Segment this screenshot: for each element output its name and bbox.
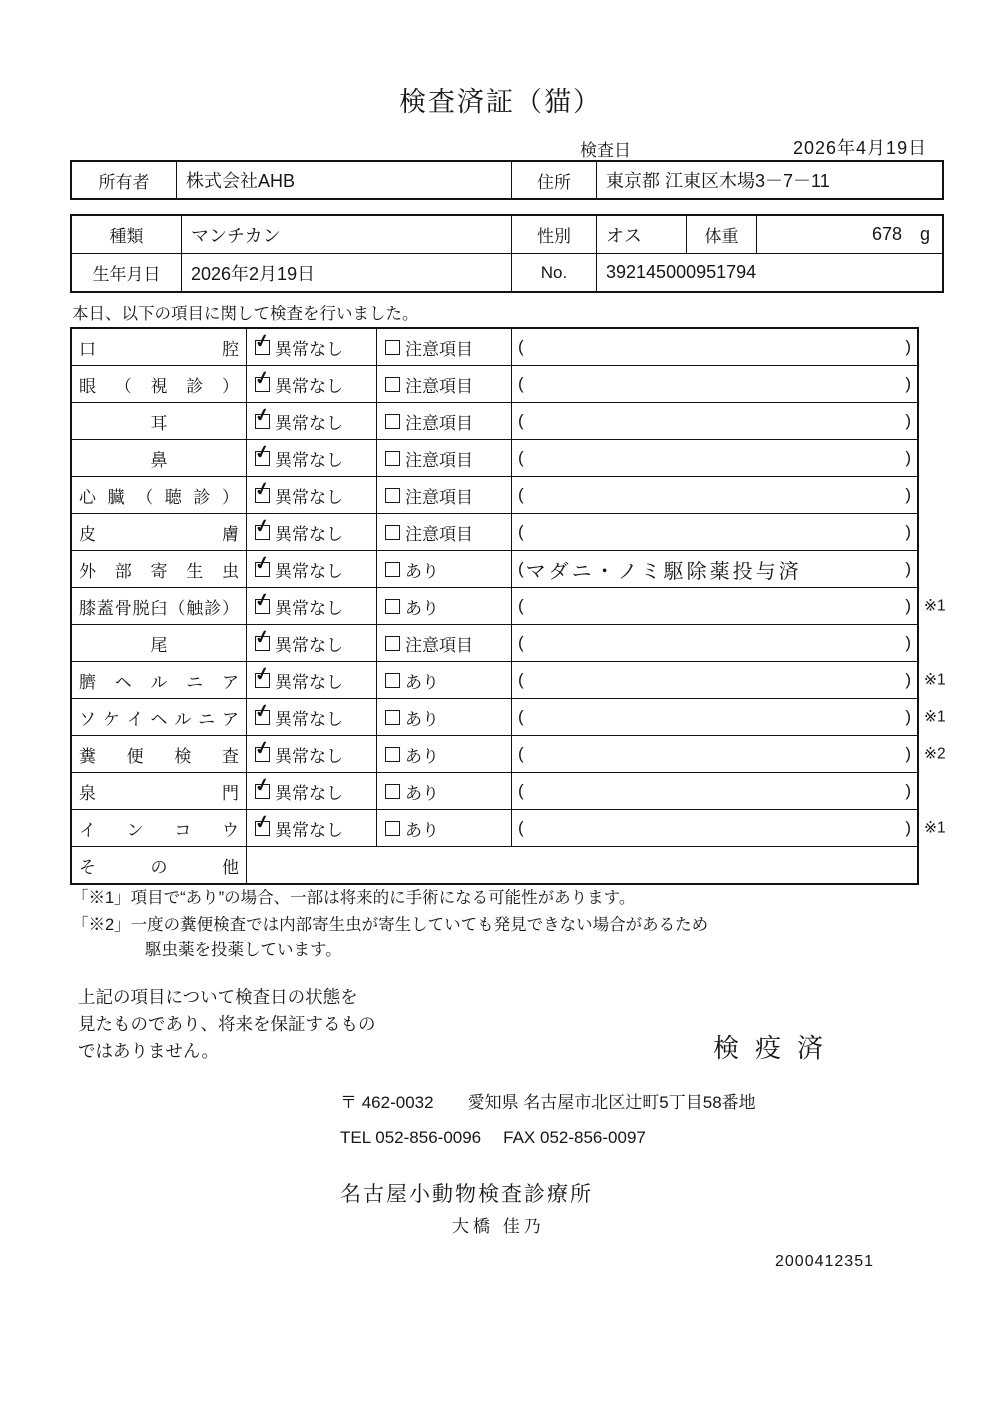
paren-close: ) — [905, 781, 911, 800]
ok-cell — [247, 366, 377, 402]
checked-checkbox-icon: ✓ — [255, 525, 270, 540]
type-value: マンチカン — [182, 216, 512, 253]
ok-label: 異常なし — [275, 672, 343, 692]
alt-cell — [377, 810, 512, 846]
no-value: 392145000951794 — [606, 262, 757, 282]
ok-label: 異常なし — [275, 376, 343, 396]
inspection-row — [72, 329, 917, 366]
unchecked-checkbox-icon — [385, 821, 400, 836]
checked-checkbox-icon: ✓ — [255, 784, 270, 799]
item-label: 糞 便 検 査 — [79, 746, 239, 766]
item-label: 眼 （ 視 診 ） — [79, 376, 239, 396]
alt-cell — [377, 551, 512, 587]
alt-cell — [377, 773, 512, 809]
address-label: 住所 — [512, 162, 597, 198]
paren-open: ( — [518, 374, 524, 393]
item-label: 尾 — [150, 635, 168, 655]
inspection-row — [72, 551, 917, 588]
inspection-table — [70, 327, 946, 885]
ok-cell — [247, 514, 377, 550]
paren-close: ) — [905, 411, 911, 430]
paren-open: ( — [518, 485, 524, 504]
alt-cell — [377, 699, 512, 735]
paren-close: ) — [905, 485, 911, 504]
footnote-2-continued: 駆虫薬を投薬しています。 — [145, 941, 342, 959]
unchecked-checkbox-icon — [385, 636, 400, 651]
alt-label: 注意項目 — [405, 413, 473, 433]
paren-close: ) — [905, 522, 911, 541]
checked-checkbox-icon: ✓ — [255, 377, 270, 392]
row-note: ※1 — [924, 708, 946, 726]
inspection-row — [72, 847, 917, 883]
alt-label: あり — [405, 672, 439, 692]
clinic-fax: FAX 052-856-0097 — [503, 1128, 646, 1147]
address-value: 東京都 江東区木場3－7－11 — [606, 171, 830, 191]
alt-label: 注意項目 — [405, 450, 473, 470]
paren-close: ) — [905, 337, 911, 356]
alt-cell — [377, 588, 512, 624]
item-label: ソ ケ イ ヘ ル ニ ア — [79, 709, 239, 729]
weight-value: 678 — [871, 224, 902, 244]
paren-open: ( — [518, 670, 524, 689]
checked-checkbox-icon: ✓ — [255, 636, 270, 651]
ok-cell — [247, 662, 377, 698]
item-label: 耳 — [150, 413, 168, 433]
veterinarian-name: 大橋 佳乃 — [452, 1217, 545, 1236]
checked-checkbox-icon: ✓ — [255, 747, 270, 762]
row-note: ※1 — [924, 819, 946, 837]
row-note: ※1 — [924, 597, 946, 615]
checked-checkbox-icon: ✓ — [255, 451, 270, 466]
paren-open: ( — [518, 522, 524, 541]
owner-label: 所有者 — [72, 162, 177, 198]
paren-close: ) — [905, 633, 911, 652]
checked-checkbox-icon: ✓ — [255, 562, 270, 577]
alt-label: あり — [405, 783, 439, 803]
inspection-row — [72, 440, 917, 477]
weight-value-cell — [757, 216, 942, 253]
alt-label: あり — [405, 561, 439, 581]
unchecked-checkbox-icon — [385, 747, 400, 762]
unchecked-checkbox-icon — [385, 784, 400, 799]
paren-close: ) — [905, 707, 911, 726]
owner-value: 株式会社AHB — [177, 162, 512, 198]
birth-label: 生年月日 — [72, 254, 182, 291]
inspection-row — [72, 366, 917, 403]
inspection-row — [72, 514, 917, 551]
ok-cell — [247, 403, 377, 439]
paren-close: ) — [905, 670, 911, 689]
birth-value: 2026年2月19日 — [182, 254, 512, 291]
item-label: 臍 ヘ ル ニ ア — [79, 672, 239, 692]
alt-label: あり — [405, 746, 439, 766]
inspection-row — [72, 699, 946, 736]
ok-cell — [247, 736, 377, 772]
paren-close: ) — [905, 744, 911, 763]
alt-cell — [377, 736, 512, 772]
ok-cell — [247, 440, 377, 476]
inspection-row — [72, 662, 946, 699]
inspection-row — [72, 403, 917, 440]
alt-label: 注意項目 — [405, 376, 473, 396]
no-label: No. — [512, 254, 597, 291]
row-note: ※2 — [924, 745, 946, 763]
ok-label: 異常なし — [275, 339, 343, 359]
paren-content: マダニ・ノミ駆除薬投与済 — [525, 560, 802, 583]
unchecked-checkbox-icon — [385, 451, 400, 466]
item-label: 口 腔 — [79, 339, 239, 359]
item-label: 膝 蓋 骨 脱 臼 （ 触 診 ） — [79, 598, 239, 618]
ok-cell — [247, 810, 377, 846]
alt-label: 注意項目 — [405, 339, 473, 359]
alt-label: 注意項目 — [405, 524, 473, 544]
inspection-row — [72, 625, 917, 662]
inspection-row — [72, 588, 946, 625]
ok-cell — [247, 329, 377, 365]
item-label: イ ン コ ウ — [79, 820, 239, 840]
quarantine-stamp: 検疫済 — [713, 1033, 840, 1063]
paren-open: ( — [518, 411, 524, 430]
ok-cell — [247, 588, 377, 624]
serial-number: 2000412351 — [775, 1253, 874, 1270]
unchecked-checkbox-icon — [385, 599, 400, 614]
paren-open: ( — [518, 448, 524, 467]
ok-label: 異常なし — [275, 746, 343, 766]
paren-open: ( — [518, 337, 524, 356]
intro-text: 本日、以下の項目に関して検査を行いました。 — [72, 305, 419, 323]
unchecked-checkbox-icon — [385, 488, 400, 503]
empty-cell — [247, 847, 917, 883]
paren-open: ( — [518, 781, 524, 800]
ok-label: 異常なし — [275, 635, 343, 655]
unchecked-checkbox-icon — [385, 562, 400, 577]
weight-label: 体重 — [687, 216, 757, 253]
alt-label: あり — [405, 598, 439, 618]
checked-checkbox-icon: ✓ — [255, 340, 270, 355]
alt-cell — [377, 329, 512, 365]
pet-table — [70, 214, 944, 293]
paren-open: ( — [518, 744, 524, 763]
ok-label: 異常なし — [275, 820, 343, 840]
paren-close: ) — [905, 559, 911, 578]
alt-cell — [377, 514, 512, 550]
ok-label: 異常なし — [275, 487, 343, 507]
unchecked-checkbox-icon — [385, 710, 400, 725]
inspection-date-label: 検査日 — [580, 141, 631, 160]
checked-checkbox-icon: ✓ — [255, 710, 270, 725]
clinic-address: 愛知県 名古屋市北区辻町5丁目58番地 — [467, 1093, 756, 1112]
ok-label: 異常なし — [275, 524, 343, 544]
paren-open: ( — [518, 707, 524, 726]
alt-cell — [377, 403, 512, 439]
clinic-tel: TEL 052-856-0096 — [340, 1128, 482, 1147]
inspection-row — [72, 810, 946, 847]
checked-checkbox-icon: ✓ — [255, 821, 270, 836]
clinic-phone-line — [340, 1128, 646, 1148]
paren-close: ) — [905, 448, 911, 467]
alt-label: 注意項目 — [405, 487, 473, 507]
clinic-address-line — [340, 1088, 756, 1113]
paren-close: ) — [905, 818, 911, 837]
alt-cell — [377, 366, 512, 402]
unchecked-checkbox-icon — [385, 340, 400, 355]
ok-cell — [247, 551, 377, 587]
paren-open: ( — [518, 596, 524, 615]
owner-table — [70, 160, 944, 200]
weight-unit: g — [919, 224, 930, 244]
footnote-1: 「※1」項目で“あり”の場合、一部は将来的に手術になる可能性があります。 — [72, 889, 636, 907]
clinic-postal-code: 〒 462-0032 — [340, 1093, 434, 1112]
paren-close: ) — [905, 374, 911, 393]
unchecked-checkbox-icon — [385, 525, 400, 540]
item-label: 外 部 寄 生 虫 — [79, 561, 239, 581]
footnote-2: 「※2」一度の糞便検査では内部寄生虫が寄生していても発見できない場合があるため — [72, 916, 709, 934]
paren-open: ( — [518, 633, 524, 652]
alt-cell — [377, 625, 512, 661]
checked-checkbox-icon: ✓ — [255, 599, 270, 614]
unchecked-checkbox-icon — [385, 377, 400, 392]
alt-label: 注意項目 — [405, 635, 473, 655]
alt-label: あり — [405, 820, 439, 840]
type-label: 種類 — [72, 216, 182, 253]
ok-label: 異常なし — [275, 598, 343, 618]
item-label: 泉 門 — [79, 783, 239, 803]
item-label: 心 臓 （ 聴 診 ） — [79, 487, 239, 507]
item-label: 皮 膚 — [79, 524, 239, 544]
paren-open: ( — [518, 559, 524, 578]
alt-cell — [377, 477, 512, 513]
alt-label: あり — [405, 709, 439, 729]
ok-label: 異常なし — [275, 413, 343, 433]
ok-cell — [247, 625, 377, 661]
alt-cell — [377, 440, 512, 476]
ok-cell — [247, 699, 377, 735]
unchecked-checkbox-icon — [385, 673, 400, 688]
checked-checkbox-icon: ✓ — [255, 488, 270, 503]
row-note: ※1 — [924, 671, 946, 689]
inspection-row — [72, 736, 946, 773]
checked-checkbox-icon: ✓ — [255, 414, 270, 429]
ok-cell — [247, 477, 377, 513]
paren-close: ) — [905, 596, 911, 615]
checked-checkbox-icon: ✓ — [255, 673, 270, 688]
sex-value: オス — [597, 216, 687, 253]
page-title: 検査済証（猫） — [399, 87, 602, 117]
alt-cell — [377, 662, 512, 698]
clinic-name: 名古屋小動物検査診療所 — [340, 1183, 593, 1206]
sex-label: 性別 — [512, 216, 597, 253]
disclaimer-text: 上記の項目について検査日の状態を 見たものであり、将来を保証するもの ではありません。 — [78, 987, 376, 1061]
ok-label: 異常なし — [275, 561, 343, 581]
ok-label: 異常なし — [275, 783, 343, 803]
ok-label: 異常なし — [275, 709, 343, 729]
inspection-row — [72, 773, 917, 810]
inspection-date-value: 2026年4月19日 — [793, 138, 928, 158]
ok-label: 異常なし — [275, 450, 343, 470]
item-label: 鼻 — [150, 450, 168, 470]
unchecked-checkbox-icon — [385, 414, 400, 429]
item-label: そ の 他 — [79, 857, 239, 877]
paren-open: ( — [518, 818, 524, 837]
inspection-row — [72, 477, 917, 514]
ok-cell — [247, 773, 377, 809]
